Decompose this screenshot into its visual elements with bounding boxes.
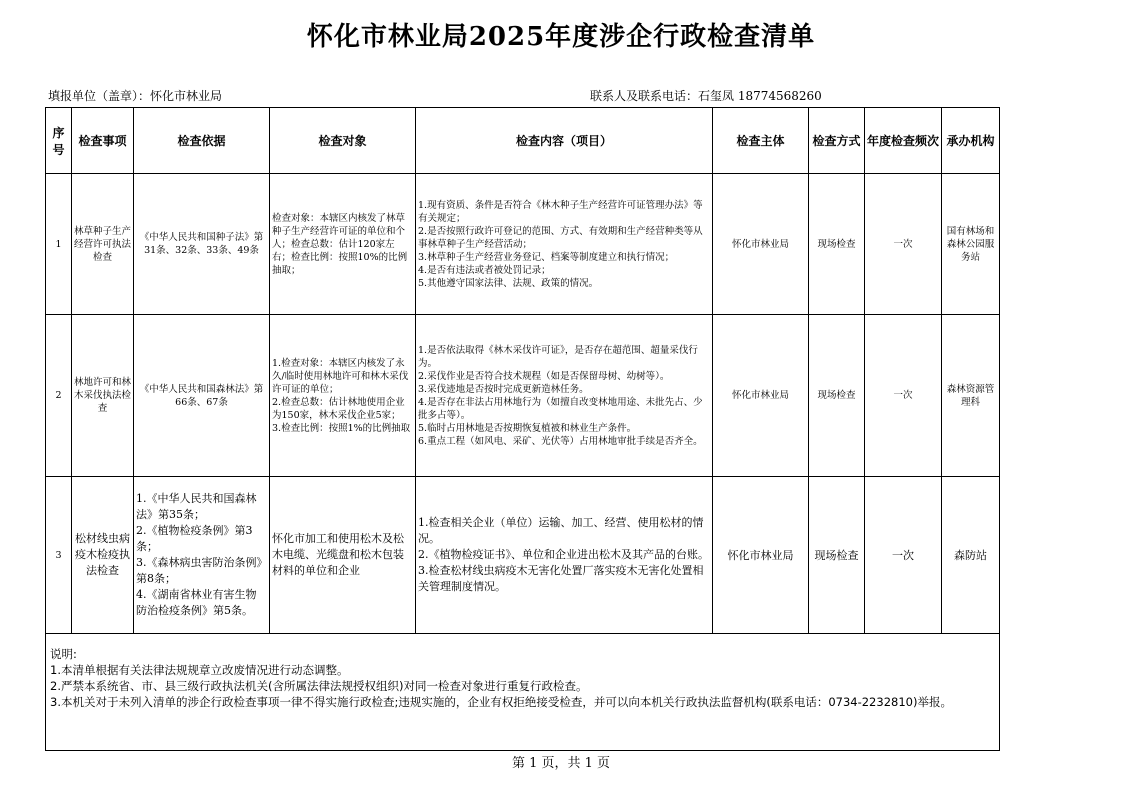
table-row xyxy=(46,477,1000,634)
row-item: 林地许可和林木采伐执法检查 xyxy=(72,315,134,477)
header-frequency: 年度检查频次 xyxy=(865,108,942,174)
row-object xyxy=(270,315,416,477)
note-line: 1.本清单根据有关法律法规规章立改废情况进行动态调整。 xyxy=(50,663,349,677)
header-item: 检查事项 xyxy=(72,108,134,174)
row-content xyxy=(416,315,713,477)
row-frequency: 一次 xyxy=(865,315,942,477)
row-no: 2 xyxy=(46,315,72,477)
basis-line: 2.《植物检疫条例》第3条； xyxy=(136,524,253,553)
content-line: 3.林草种子生产经营业务登记、档案等制度建立和执行情况； xyxy=(418,251,675,263)
inspection-table xyxy=(45,107,1000,751)
row-item: 松材线虫病疫木检疫执法检查 xyxy=(72,477,134,634)
object-line: 3.检查比例：按照1%的比例抽取 xyxy=(272,422,411,434)
row-content xyxy=(416,477,713,634)
header-content: 检查内容（项目） xyxy=(416,108,713,174)
content-line: 4.是否有违法或者被处罚记录； xyxy=(418,264,551,276)
table-row xyxy=(46,315,1000,477)
fill-unit: 填报单位（盖章）：怀化市林业局 xyxy=(48,89,223,103)
table-header-row xyxy=(46,108,1000,174)
content-line: 5.其他遵守国家法律、法规、政策的情况。 xyxy=(418,277,599,289)
header-basis: 检查依据 xyxy=(134,108,270,174)
object-line: 检查对象：本辖区内核发了林草种子生产经营许可证的单位和个人；检查总数：估计120家左右；检查比例：按照10%的比例抽取； xyxy=(272,212,408,276)
notes-heading: 说明: xyxy=(50,647,77,661)
content-line: 4.是否存在非法占用林地行为（如擅自改变林地用途、未批先占、少批多占等）。 xyxy=(418,396,703,421)
row-org: 森防站 xyxy=(942,477,1000,634)
header-subject: 检查主体 xyxy=(713,108,809,174)
row-item: 林草种子生产经营许可执法检查 xyxy=(72,174,134,315)
row-subject: 怀化市林业局 xyxy=(713,315,809,477)
row-frequency: 一次 xyxy=(865,174,942,315)
header-org: 承办机构 xyxy=(942,108,1000,174)
page-footer: 第 1 页，共 1 页 xyxy=(511,756,611,771)
page-title: 怀化市林业局2025年度涉企行政检查清单 xyxy=(306,22,816,52)
contact-info: 联系人及联系电话：石玺凤 18774568260 xyxy=(590,89,822,103)
basis-line: 4.《湖南省林业有害生物防治检疫条例》第5条。 xyxy=(136,588,257,617)
content-line: 3.采伐迹地是否按时完成更新造林任务。 xyxy=(418,383,589,395)
row-object xyxy=(270,174,416,315)
notes-row xyxy=(46,634,1000,751)
header-no: 序号 xyxy=(46,108,72,174)
row-content xyxy=(416,174,713,315)
object-line: 1.检查对象：本辖区内核发了永久/临时使用林地许可和林木采伐许可证的单位； xyxy=(272,357,409,395)
object-line: 2.检查总数：估计林地使用企业为150家，林木采伐企业5家； xyxy=(272,396,405,421)
row-org: 森林资源管理科 xyxy=(942,315,1000,477)
row-frequency: 一次 xyxy=(865,477,942,634)
basis-line: 《中华人民共和国种子法》第31条、32条、33条、49条 xyxy=(139,232,264,256)
content-line: 3.检查松材线虫病疫木无害化处置厂落实疫木无害化处置相关管理制度情况。 xyxy=(418,564,704,593)
notes-cell xyxy=(46,634,1000,751)
note-line: 3.本机关对于未列入清单的涉企行政检查事项一律不得实施行政检查;违规实施的，企业有权拒绝接受检查，并可以向本机关行政执法监督机构(联系电话：0734-2232810)举报。 xyxy=(50,695,952,709)
basis-line: 1.《中华人民共和国森林法》第35条； xyxy=(136,492,257,521)
row-org: 国有林场和森林公园服务站 xyxy=(942,174,1000,315)
content-line: 2.采伐作业是否符合技术规程（如是否保留母树、幼树等）。 xyxy=(418,370,670,382)
row-basis xyxy=(134,315,270,477)
row-no: 3 xyxy=(46,477,72,634)
object-line: 怀化市加工和使用松木及松木电缆、光缆盘和松木包装材料的单位和企业 xyxy=(272,532,404,577)
row-basis xyxy=(134,174,270,315)
row-method: 现场检查 xyxy=(809,477,865,634)
basis-line: 《中华人民共和国森林法》第66条、67条 xyxy=(139,383,264,408)
basis-line: 3.《森林病虫害防治条例》第8条； xyxy=(136,556,262,585)
header-object: 检查对象 xyxy=(270,108,416,174)
content-line: 6.重点工程（如风电、采矿、光伏等）占用林地审批手续是否齐全。 xyxy=(418,435,703,447)
note-line: 2.严禁本系统省、市、县三级行政执法机关(含所属法律法规授权组织)对同一检查对象进行重复行政检查。 xyxy=(50,679,588,693)
content-line: 2.《植物检疫证书》、单位和企业进出松木及其产品的台账。 xyxy=(418,548,709,561)
row-basis xyxy=(134,477,270,634)
row-object xyxy=(270,477,416,634)
row-no: 1 xyxy=(46,174,72,315)
row-subject: 怀化市林业局 xyxy=(713,477,809,634)
row-method: 现场检查 xyxy=(809,174,865,315)
table-row xyxy=(46,174,1000,315)
content-line: 2.是否按照行政许可登记的范围、方式、有效期和生产经营种类等从事林草种子生产经营活动； xyxy=(418,225,703,250)
content-line: 1.检查相关企业（单位）运输、加工、经营、使用松材的情况。 xyxy=(418,516,704,545)
header-method: 检查方式 xyxy=(809,108,865,174)
content-line: 5.临时占用林地是否按期恢复植被和林业生产条件。 xyxy=(418,422,637,434)
row-subject: 怀化市林业局 xyxy=(713,174,809,315)
row-method: 现场检查 xyxy=(809,315,865,477)
content-line: 1.现有资质、条件是否符合《林木种子生产经营许可证管理办法》等有关规定； xyxy=(418,199,703,224)
content-line: 1.是否依法取得《林木采伐许可证》，是否存在超范围、超量采伐行为。 xyxy=(418,344,698,369)
